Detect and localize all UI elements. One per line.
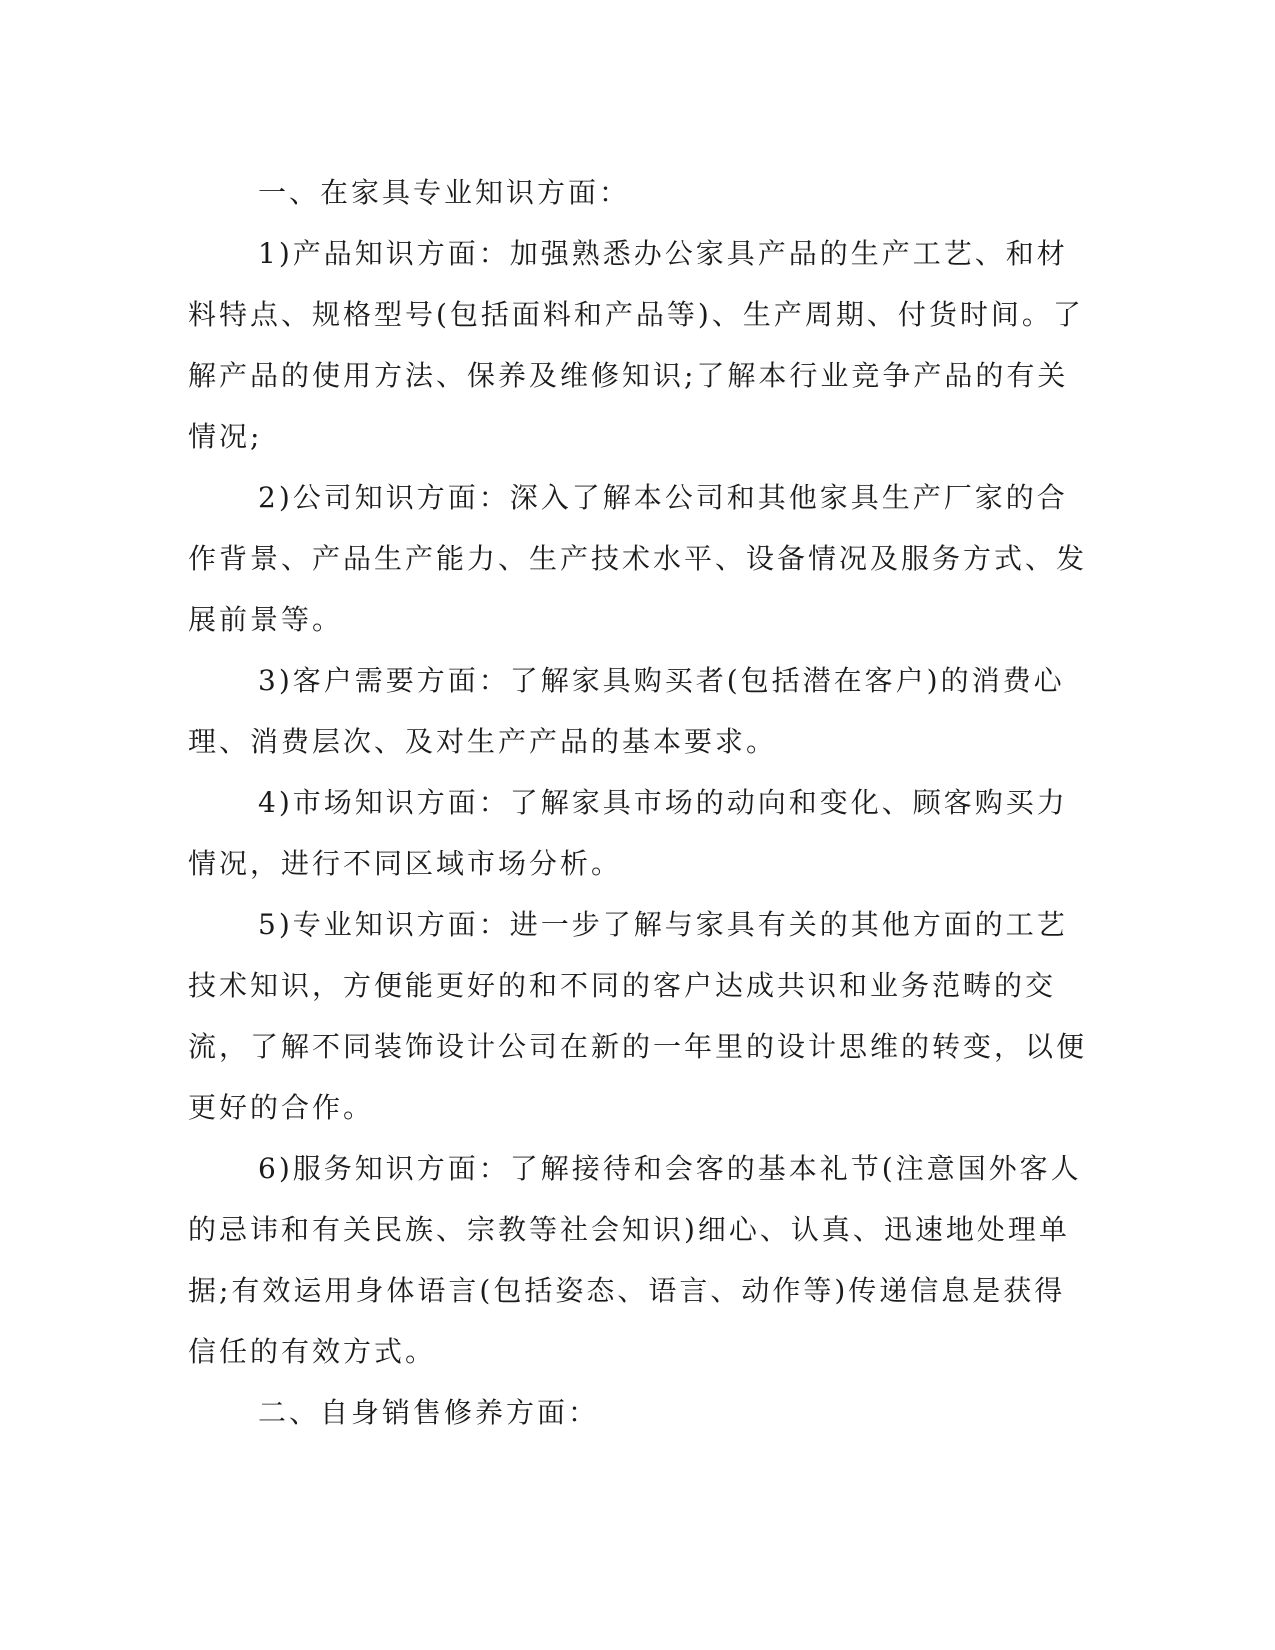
paragraph-customer-needs: 3)客户需要方面：了解家具购买者(包括潜在客户)的消费心理、消费层次、及对生产产品的基本要求。 (188, 664, 1065, 758)
section-heading-sales-cultivation: 二、自身销售修养方面： (258, 1396, 600, 1429)
document-body (188, 162, 1088, 1443)
paragraph-product-knowledge: 1)产品知识方面：加强熟悉办公家具产品的生产工艺、和材料特点、规格型号(包括面料和产品等)、生产周期、付货时间。了解产品的使用方法、保养及维修知识;了解本行业竞争产品的有关情况; (188, 237, 1084, 453)
paragraph-professional-knowledge: 5)专业知识方面：进一步了解与家具有关的其他方面的工艺技术知识，方便能更好的和不同的客户达成共识和业务范畴的交流，了解不同装饰设计公司在新的一年里的设计思维的转变，以便更好的合作。 (188, 908, 1088, 1124)
paragraph-market-knowledge: 4)市场知识方面：了解家具市场的动向和变化、顾客购买力情况，进行不同区域市场分析。 (188, 786, 1068, 880)
paragraph-company-knowledge: 2)公司知识方面：深入了解本公司和其他家具生产厂家的合作背景、产品生产能力、生产技术水平、设备情况及服务方式、发展前景等。 (188, 481, 1088, 636)
section-heading-furniture-knowledge: 一、在家具专业知识方面： (258, 176, 631, 209)
paragraph-service-knowledge: 6)服务知识方面：了解接待和会客的基本礼节(注意国外客人的忌讳和有关民族、宗教等社会知识)细心、认真、迅速地处理单据;有效运用身体语言(包括姿态、语言、动作等)传递信息是获得信任的有效方式。 (188, 1152, 1082, 1368)
